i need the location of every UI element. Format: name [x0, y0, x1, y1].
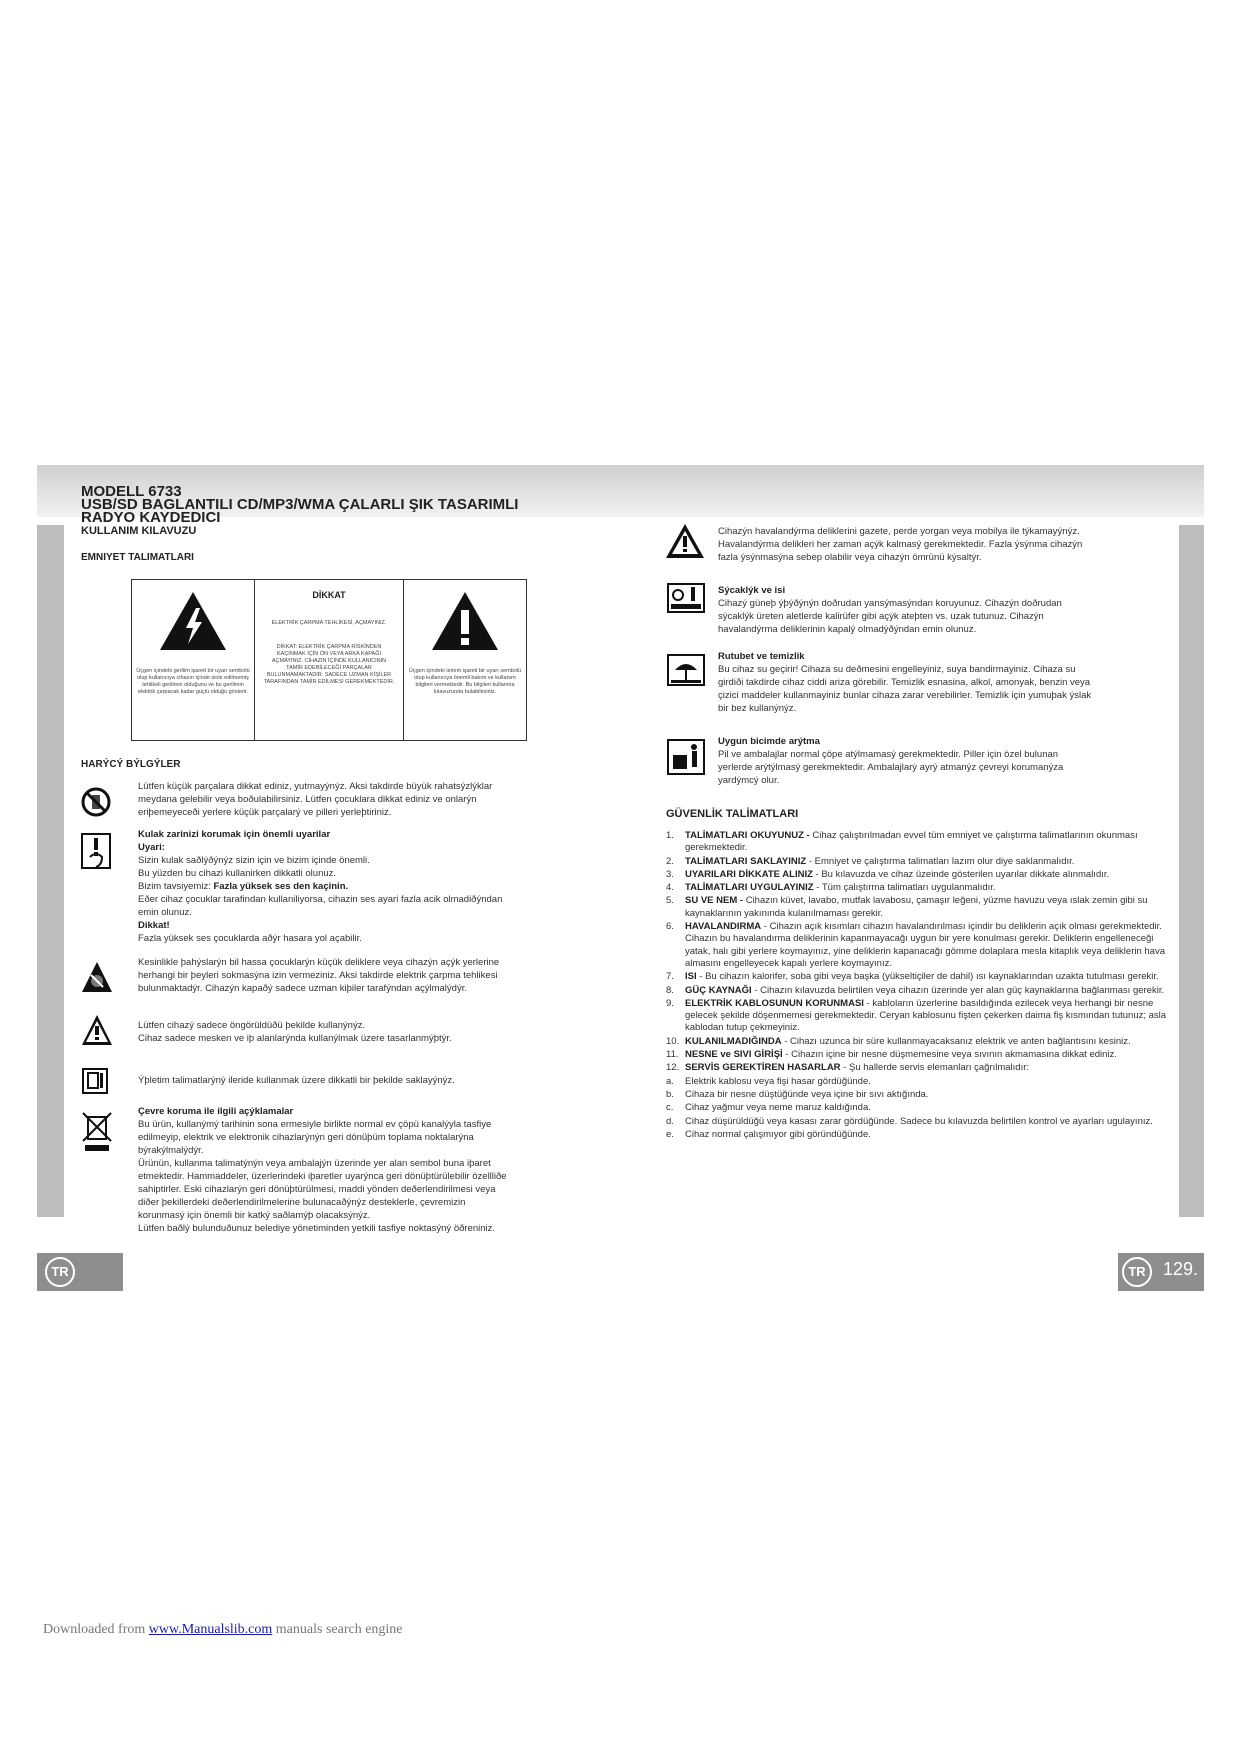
- item-number: 6.: [666, 921, 674, 933]
- item-text: [685, 869, 1109, 881]
- note-line: yerlerde arýtýlmasý gerekmektedir. Ambalajlarý ayrý atmanýz çevreyi korumanýza: [718, 762, 1064, 773]
- list-item: [666, 1036, 1176, 1048]
- lightning-description: Üçgen içindeki gerilim işareti bir uyarı sembolü olup kullanıcıya cihazın içinde izole edilmemiş tehlikeli gerilimin olduğunu ve bu gerilimin elektrik çarpacak kadar güçlü olduğu gösterir.: [136, 668, 250, 695]
- list-item: [666, 985, 1176, 997]
- note-line: Cihaz sadece mesken ve iþ alanlarýnda kullanýlmak üzere tasarlanmýþtýr.: [138, 1033, 452, 1044]
- note-line: Ürünün, kullanma talimatýnýn veya ambalajýn üzerinde yer alan sembol buna iþaret: [138, 1158, 491, 1169]
- language-badge-left: TR: [45, 1257, 75, 1287]
- item-body: Cihaz düşürüldüğü veya kasası zarar gördüğünde. Sadece bu kılavuzda belirtilen kontrol ve ayarları ugulayınız.: [685, 1115, 1153, 1127]
- security-instructions-list: [666, 830, 1176, 1142]
- note-line: bir bez kullanýnýz.: [718, 703, 797, 714]
- note-line: etmektedir. Hammaddeler, üzerlerindeki iþaretler uyarýnca geri dönüþtürülebilir özellliðe: [138, 1171, 507, 1182]
- note-line: Lütfen küçük parçalara dikkat ediniz, yutmayýnýz. Aksi takdirde büyük rahatsýzlýklar: [138, 781, 493, 792]
- note-line: emin olunuz.: [138, 907, 192, 918]
- item-bold: HAVALANDIRMA: [685, 921, 762, 933]
- note-line: Lütfen baðlý bulunduðunuz belediye yönetiminden yetkili tasfiye noktasýný öðreniniz.: [138, 1223, 496, 1234]
- caution-triangle-icon: [81, 1014, 113, 1046]
- note-line: Fazla yüksek ses çocuklarda aðýr hasara yol açabilir.: [138, 933, 362, 944]
- footer-prefix: Downloaded from: [43, 1622, 149, 1637]
- item-number: e.: [666, 1128, 674, 1140]
- caution-line1: ELEKTRİK ÇARPMA TEHLİKESİ, AÇMAYINIZ.: [271, 620, 387, 626]
- disposal-title: Uygun bicimde arýtma: [718, 736, 820, 747]
- note-line: Cihazý güneþ ýþýðýnýn doðrudan yansýmasýndan koruyunuz. Cihazýn doðrudan: [718, 598, 1062, 609]
- lightning-warning-cell: [132, 580, 255, 740]
- list-item: [666, 971, 1176, 983]
- note-hearing: [138, 828, 578, 945]
- item-bold: SU VE NEM -: [685, 895, 744, 907]
- note-insert-objects: [138, 956, 578, 995]
- item-text: [685, 1076, 871, 1088]
- note-line: bulunmaktadýr. Cihazýn kapaðý sadece uzman kiþiler tarafýndan açýlmalýdýr.: [138, 983, 467, 994]
- list-item: [666, 1129, 1176, 1141]
- note-line: Eðer cihaz çocuklar tarafindan kullaniliyorsa, cihazin ses ayari fazla acik olmadiðýndan: [138, 894, 503, 905]
- item-number: 3.: [666, 868, 674, 880]
- note-line: Kesinlikle þahýslarýn bil hassa çocuklarýn küçük deliklere veya cihazýn açýk yerlerine: [138, 957, 500, 968]
- list-item: [666, 1062, 1176, 1074]
- item-body: Cihaz normal çalışmıyor gibi göründüğünde.: [685, 1128, 871, 1140]
- item-bold: TALİMATLARI OKUYUNUZ -: [685, 830, 810, 841]
- note-line: eriþemeyeceði yerlere küçük parçalarý ve pilleri yerleþtiriniz.: [138, 807, 392, 818]
- hearing-attention: Dikkat!: [138, 920, 170, 931]
- item-number: 1.: [666, 830, 674, 841]
- hearing-warning-icon: [81, 833, 111, 869]
- note-line: Pil ve ambalajlar normal çöpe atýlmamasý gerekmektedir. Piller için özel bulunan: [718, 749, 1059, 760]
- page-number: 129.: [1162, 1259, 1198, 1279]
- item-number: 11.: [666, 1049, 679, 1061]
- note-line: Bu yüzden bu cihazi kullanirken dikkatli olunuz.: [138, 868, 337, 879]
- item-number: a.: [666, 1075, 674, 1087]
- item-number: d.: [666, 1115, 674, 1127]
- advice-prefix: Bizim tavsiyemiz:: [138, 881, 214, 892]
- list-item: [666, 895, 1176, 920]
- item-text: [685, 998, 1176, 1035]
- note-moisture: [718, 650, 1178, 715]
- item-number: 10.: [666, 1035, 680, 1047]
- note-line: edilmeyip, elektrik ve elektronik cihazlarýnýn geri dönüþüm toplama noktalarýna: [138, 1132, 474, 1143]
- item-body: - Cihazın açık kısımları cihazın havalandırılması içindir bu deliklerin açık olması gerekmektedir. Cihazın bu havalandırma deliklerinin kapanmayacağı uygun bir yere konulması gerekir. Deliklerin engelleneceği yatak, halı gibi yerlere koymayınız, yine deliklerin kapanacağı gömme dolaplara mesla kitaplık veya deliklerin hava almasını engelleyecek kapalı yerlere koymayınız.: [685, 921, 1165, 969]
- exclamation-warning-cell: [404, 580, 526, 740]
- model-title: MODELL 6733: [81, 483, 182, 500]
- note-disposal: [718, 735, 1178, 787]
- security-heading: GÜVENLİK TALİMATLARI: [666, 808, 799, 820]
- list-item: [666, 1049, 1176, 1061]
- list-item: [666, 1116, 1176, 1128]
- note-heat: [718, 584, 1178, 636]
- item-text: [685, 1116, 1153, 1128]
- footer-suffix: manuals search engine: [272, 1622, 403, 1637]
- note-line: yardýmcý olur.: [718, 775, 780, 786]
- list-item: [666, 1089, 1176, 1101]
- weee-bin-icon: [81, 1111, 113, 1153]
- lightning-triangle-icon: [158, 590, 228, 652]
- note-small-parts: [138, 780, 558, 819]
- item-body: Cihaza bir nesne düştüğünde veya içine bir sıvı aktığında.: [685, 1088, 929, 1100]
- exclamation-triangle-icon: [430, 590, 500, 652]
- note-line: Bu cihaz su geçirir! Cihaza su deðmesini engelleyiniz, suya bandirmayiniz. Cihaza su: [718, 664, 1076, 675]
- item-bold: KULANILMADIĞINDA: [685, 1035, 782, 1047]
- item-body: - Tüm çalıştırma talimatları uygulanmalıdır.: [813, 882, 996, 894]
- item-number: 2.: [666, 855, 674, 867]
- notes-heading: HARÝCÝ BÝLGÝLER: [81, 759, 181, 770]
- item-text: [685, 1102, 871, 1114]
- item-text: [685, 830, 1176, 855]
- item-text: [685, 1129, 871, 1141]
- note-line: sahiptirler. Eski cihazlarýn geri dönüþtürülmesi, maddi yönden deðerlendirilmesi veya: [138, 1184, 496, 1195]
- note-line: çizici maddeler kullanmayiniz bunlar cihaza zarar verebilirler. Temizlik için yumuþak ýslak: [718, 690, 1092, 701]
- no-small-parts-icon: [81, 787, 111, 817]
- safety-heading: EMNIYET TALIMATLARI: [81, 552, 194, 563]
- hearing-advice: [138, 880, 578, 893]
- item-bold: ISI: [685, 971, 697, 983]
- hearing-title: Kulak zarinizi korumak için önemli uyarilar: [138, 829, 331, 840]
- note-line: Sizin kulak saðlýðýnýz sizin için ve bizim içinde önemli.: [138, 855, 370, 866]
- language-badge-right: TR: [1122, 1257, 1152, 1287]
- list-item: [666, 998, 1176, 1035]
- document-subtitle: KULLANIM KILAVUZU: [81, 525, 197, 537]
- environment-title: Çevre koruma ile ilgili açýklamalar: [138, 1106, 294, 1117]
- note-environment: [138, 1105, 578, 1235]
- item-body: Cihaz çalıştırılmadan evvel tüm emniyet ve çalıştırma talimatlarının okunması gerekmektedir.: [685, 830, 1138, 854]
- caution-triangle-icon: [665, 523, 705, 559]
- item-body: - Cihazın içine bir nesne düşmemesine veya sıvının akmamasına dikkat ediniz.: [782, 1049, 1117, 1061]
- item-body: Elektrik kablosu veya fişi hasar gördüğünde.: [685, 1075, 871, 1087]
- item-text: [685, 856, 1074, 868]
- electric-warning-box: [131, 579, 527, 741]
- item-body: - Cihazı uzunca bir süre kullanmayacaksanız elektrik ve anten bağlantısını kesiniz.: [781, 1035, 1131, 1047]
- document-title: [81, 485, 518, 524]
- item-bold: UYARILARI DİKKATE ALINIZ: [685, 868, 813, 880]
- no-insert-objects-icon: [81, 961, 113, 993]
- moisture-title: Rutubet ve temizlik: [718, 651, 805, 662]
- product-title-line2: RADYO KAYDEDICI: [81, 509, 221, 526]
- list-item: [666, 921, 1176, 970]
- note-line: Havalandýrma delikleri her zaman açýk kalmasý gerekmektedir. Fazla ýsýnma cihazýn: [718, 539, 1083, 550]
- heat-title: Sýcaklýk ve isi: [718, 585, 786, 596]
- caution-center-cell: [255, 580, 404, 740]
- item-text: [685, 1062, 1029, 1074]
- caution-line2: DİKKAT: ELEKTRİK ÇARPMA RİSKİNDEN KAÇINMAK İÇİN ÖN VEYA ARKA KAPAĞI AÇMAYINIZ. CİHAZIN İÇİNDE KULLANICININ TAMİR EDEBİLECEĞİ PARÇALAR BULUNMAMAKTADIR. SADECE UZMAN KİŞİLER TARAFINDAN TAMİR EDİLMESİ GEREKMEKTEDİR.: [263, 644, 395, 685]
- note-ventilation: [718, 525, 1178, 564]
- note-keep-manual: [138, 1074, 578, 1087]
- advice-bold: Fazla yüksek ses den kaçinin.: [213, 881, 349, 892]
- item-text: [685, 1049, 1117, 1061]
- item-number: 9.: [666, 997, 674, 1009]
- exclamation-description: Üçgen içindeki ünlem işareti bir uyarı sembolü olup kullanıcıya önemli bakım ve kullanım bilgileri vermektedir. Bu bilgileri kullanma kılavuzunda bulabilirsiniz.: [408, 668, 522, 695]
- item-text: [685, 882, 996, 894]
- note-line: fazla ýsýnmasýna sebep olabilir veya cihazýn ömrünü kýsaltýr.: [718, 552, 982, 563]
- item-body: - Cihazın kılavuzda belirtilen veya cihazın üzerinde yer alan güç kaynaklarına bağlanması gerekir.: [751, 984, 1165, 996]
- manual-book-icon: [82, 1068, 108, 1094]
- list-item: [666, 882, 1176, 894]
- item-number: c.: [666, 1102, 674, 1114]
- item-text: [685, 1089, 928, 1101]
- item-bold: SERVİS GEREKTİREN HASARLAR: [685, 1062, 841, 1074]
- product-title-line1: USB/SD BAGLANTILI CD/MP3/WMA ÇALARLI ŞIK TASARIMLI: [81, 496, 519, 513]
- item-bold: NESNE ve SIVI GİRİŞİ: [685, 1049, 783, 1061]
- item-text: [685, 895, 1176, 920]
- item-number: 4.: [666, 882, 674, 894]
- list-item: [666, 856, 1176, 868]
- note-line: diðer þekillerdeki deðerlendirilmelerine bulunacaðýnýz desteklerle, çevremizin: [138, 1197, 466, 1208]
- note-line: girdiði takdirde cihaz ciddi ariza görebilir. Temizlik esnasina, alkol, amonyak, benzin veya: [718, 677, 1091, 688]
- item-body: - Emniyet ve çalıştırma talimatları lazım olur diye saklanmalıdır.: [806, 855, 1075, 867]
- item-bold: ELEKTRİK KABLOSUNUN KORUNMASI: [685, 997, 864, 1009]
- list-item: [666, 1102, 1176, 1114]
- moisture-icon: [667, 654, 705, 686]
- item-bold: GÜÇ KAYNAĞI: [685, 984, 752, 996]
- note-line: herhangi bir þeyleri sokmasýna izin vermeziniz. Aksi takdirde elektrik çarpma tehlikesi: [138, 970, 498, 981]
- note-line: sýcaklýk üreten aletlerde kalirüfer gibi açýk ateþten vs. uzak tutunuz. Cihazýn: [718, 611, 1044, 622]
- note-usage: [138, 1019, 578, 1045]
- item-number: 7.: [666, 971, 674, 983]
- item-text: [685, 1036, 1131, 1048]
- item-body: Cihazın küvet, lavabo, mutfak lavabosu, çamaşır leğeni, yüzme havuzu veya ıslak zemin gibi su kaynaklarının yakınında kulanılmaması gerekir.: [685, 895, 1148, 919]
- note-line: Lütfen cihazý sadece öngörüldüðü þekilde kullanýnýz.: [138, 1020, 366, 1031]
- note-line: býrakýlmalýdýr.: [138, 1145, 204, 1156]
- item-bold: TALİMATLARI SAKLAYINIZ: [685, 855, 807, 867]
- note-line: Cihazýn havalandýrma deliklerini gazete, perde yorgan veya mobilya ile týkamayýnýz.: [718, 526, 1080, 537]
- item-number: 12.: [666, 1062, 680, 1074]
- note-line: havalandýrma deliklerinin kapalý olmadýðýndan emin olunuz.: [718, 624, 977, 635]
- item-number: b.: [666, 1088, 674, 1100]
- hearing-warn-label: Uyari:: [138, 842, 165, 853]
- item-text: [685, 921, 1176, 970]
- left-margin-bar: [37, 525, 64, 1217]
- item-body: - Bu cihazın kalorifer, soba gibi veya başka (yükseltiçiler de dahil) ısı kaynaklarından uzakta tutulması gerekir.: [696, 971, 1159, 983]
- item-number: 5.: [666, 895, 674, 907]
- left-footer-bar: [37, 1253, 123, 1291]
- right-margin-bar: [1179, 525, 1204, 1217]
- list-item: [666, 869, 1176, 881]
- list-item: [666, 830, 1176, 855]
- heat-icon: [667, 583, 705, 613]
- right-footer-bar: [1118, 1253, 1204, 1291]
- item-text: [685, 971, 1159, 983]
- item-body: - kabloların üzerlerine basıldığında ezilecek veya herhangi bir nesne gelecek şekilde döşenmemesi gerekmektedir. Ceryan kablosunu fişten çekerken daima fiş kısmından tutunuz; asla kablodan tutup çekmeyiniz.: [685, 997, 1167, 1034]
- caution-title: DİKKAT: [312, 590, 346, 600]
- download-footer: [43, 1622, 403, 1638]
- item-bold: TALİMATLARI UYGULAYINIZ: [685, 882, 814, 894]
- item-number: 8.: [666, 984, 674, 996]
- item-text: [685, 985, 1164, 997]
- manual-spread: [37, 465, 1204, 1290]
- note-line: Bu ürün, kullanýmý tarihinin sona ermesiyle birlikte normal ev çöpü kanalýyla tasfiye: [138, 1119, 492, 1130]
- note-line: Ýþletim talimatlarýný ileride kullanmak üzere dikkatli bir þekilde saklayýnýz.: [138, 1075, 455, 1086]
- manualslib-link[interactable]: www.Manualslib.com: [148, 1622, 273, 1637]
- list-item: [666, 1076, 1176, 1088]
- item-body: Cihaz yağmur veya neme maruz kaldığında.: [685, 1102, 871, 1114]
- item-body: - Şu hallerde servis elemanları çağrılmalıdır:: [840, 1062, 1030, 1074]
- disposal-icon: [667, 739, 705, 775]
- note-line: meydana gelebilir veya boðulabilirsiniz. Lütfen çocuklara dikkat ediniz ve onlarýn: [138, 794, 477, 805]
- note-line: korunmasý için önemli bir katký saðlamýþ olacaksýnýz.: [138, 1210, 371, 1221]
- item-body: - Bu kılavuzda ve cihaz üzeinde gösterilen uyarılar dikkate alınmalıdır.: [812, 868, 1110, 880]
